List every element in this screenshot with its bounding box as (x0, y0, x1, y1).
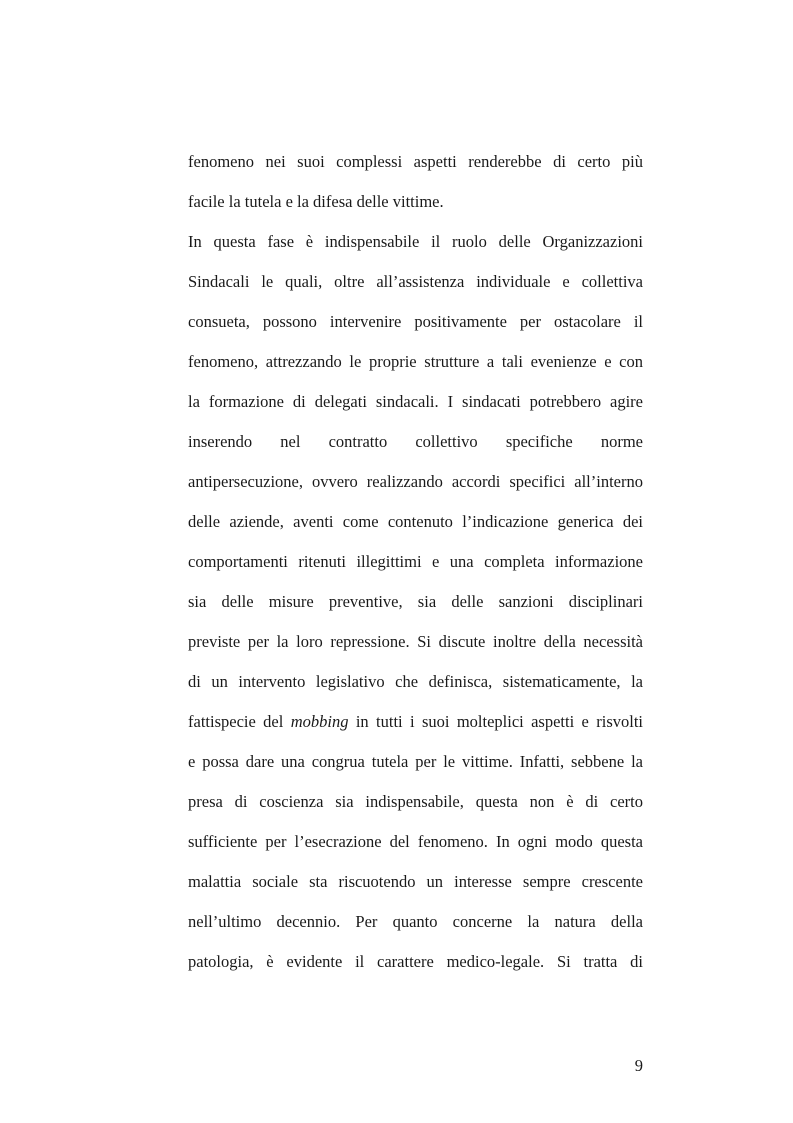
text-line (188, 708, 643, 748)
body-text (188, 148, 643, 988)
text-line: Sindacali le quali, oltre all’assistenza individuale e collettiva (188, 272, 643, 291)
text-line: presa di coscienza sia indispensabile, questa non è di certo (188, 792, 643, 811)
text-line: previste per la loro repressione. Si discute inoltre della necessità (188, 632, 643, 651)
text-line: inserendo nel contratto collettivo specifiche norme (188, 432, 643, 451)
text-line: consueta, possono intervenire positivamente per ostacolare il (188, 312, 643, 331)
text-line: malattia sociale sta riscuotendo un interesse sempre crescente (188, 872, 643, 891)
text-line: la formazione di delegati sindacali. I sindacati potrebbero agire (188, 392, 643, 411)
text-line: fenomeno, attrezzando le proprie strutture a tali evenienze e con (188, 352, 643, 371)
text-line: facile la tutela e la difesa delle vittime. (188, 192, 444, 211)
page-number: 9 (634, 1056, 643, 1075)
text-segment: fattispecie del (188, 712, 291, 731)
text-segment: in tutti i suoi molteplici aspetti e risvolti (348, 712, 643, 731)
text-line: sufficiente per l’esecrazione del fenomeno. In ogni modo questa (188, 832, 643, 851)
italic-term: mobbing (290, 712, 349, 731)
text-line: antipersecuzione, ovvero realizzando accordi specifici all’interno (188, 472, 643, 491)
text-line: nell’ultimo decennio. Per quanto concerne la natura della (188, 912, 643, 931)
text-line: e possa dare una congrua tutela per le vittime. Infatti, sebbene la (188, 752, 643, 771)
text-line: patologia, è evidente il carattere medico-legale. Si tratta di (188, 952, 643, 971)
text-line: fenomeno nei suoi complessi aspetti renderebbe di certo più (188, 152, 643, 171)
text-line: comportamenti ritenuti illegittimi e una completa informazione (188, 552, 643, 571)
text-line: In questa fase è indispensabile il ruolo delle Organizzazioni (188, 232, 643, 251)
text-line: sia delle misure preventive, sia delle sanzioni disciplinari (188, 592, 643, 611)
text-line: delle aziende, aventi come contenuto l’indicazione generica dei (188, 512, 643, 531)
text-line: di un intervento legislativo che definisca, sistematicamente, la (188, 672, 643, 691)
